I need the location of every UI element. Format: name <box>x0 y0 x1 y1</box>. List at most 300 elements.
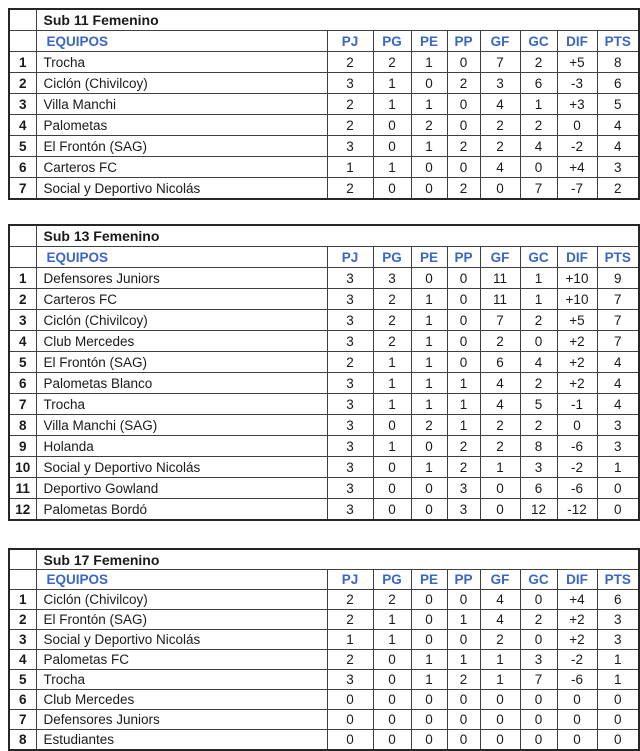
table-row <box>9 268 639 289</box>
stat-cell-gf: 4 <box>480 590 520 610</box>
stat-cell-dif: -2 <box>557 136 597 157</box>
stat-cell-pts: 7 <box>597 331 639 352</box>
rank-cell: 12 <box>9 499 36 521</box>
stat-cell-gf: 0 <box>480 710 520 730</box>
stat-cell-dif: -2 <box>557 650 597 670</box>
column-header-row <box>9 570 639 590</box>
table-title: Sub 17 Femenino <box>36 549 639 570</box>
stat-cell-pp: 0 <box>447 157 480 178</box>
stat-cell-pg: 2 <box>373 310 411 331</box>
table-row <box>9 436 639 457</box>
stat-cell-pj: 3 <box>327 670 373 690</box>
table-row <box>9 136 639 157</box>
stat-cell-pe: 1 <box>411 289 447 310</box>
stat-cell-pp: 2 <box>447 670 480 690</box>
stat-cell-dif: +4 <box>557 157 597 178</box>
stat-cell-pj: 3 <box>327 478 373 499</box>
column-header-pts: PTS <box>597 570 639 590</box>
stat-cell-gf: 1 <box>480 457 520 478</box>
rank-cell: 7 <box>9 394 36 415</box>
stat-cell-pe: 1 <box>411 352 447 373</box>
stat-cell-pe: 0 <box>411 630 447 650</box>
stat-cell-gf: 7 <box>480 52 520 73</box>
stat-cell-dif: +10 <box>557 289 597 310</box>
stat-cell-pp: 0 <box>447 289 480 310</box>
stat-cell-pts: 0 <box>597 730 639 751</box>
team-name-cell: Carteros FC <box>36 289 327 310</box>
table-row <box>9 710 639 730</box>
standings-table-sub-13-femenino <box>8 224 640 521</box>
team-name-cell: Club Mercedes <box>36 690 327 710</box>
stat-cell-gc: 3 <box>520 650 557 670</box>
stat-cell-pj: 2 <box>327 115 373 136</box>
team-name-cell: Palometas Blanco <box>36 373 327 394</box>
stat-cell-gc: 0 <box>520 710 557 730</box>
stat-cell-gc: 0 <box>520 690 557 710</box>
stat-cell-dif: +2 <box>557 610 597 630</box>
stat-cell-gf: 11 <box>480 289 520 310</box>
stat-cell-dif: +4 <box>557 590 597 610</box>
table-row <box>9 630 639 650</box>
table-title-row <box>9 225 639 247</box>
stat-cell-gc: 7 <box>520 670 557 690</box>
rank-cell: 2 <box>9 610 36 630</box>
column-header-row <box>9 31 639 52</box>
stat-cell-dif: 0 <box>557 115 597 136</box>
team-name-cell: Palometas Bordó <box>36 499 327 521</box>
stat-cell-pe: 0 <box>411 499 447 521</box>
stat-cell-gf: 4 <box>480 373 520 394</box>
stat-cell-pj: 3 <box>327 394 373 415</box>
table-row <box>9 690 639 710</box>
team-name-cell: Carteros FC <box>36 157 327 178</box>
rank-cell: 2 <box>9 73 36 94</box>
column-header-pp: PP <box>447 247 480 268</box>
stat-cell-pe: 0 <box>411 268 447 289</box>
stat-cell-pp: 0 <box>447 730 480 751</box>
stat-cell-pts: 1 <box>597 670 639 690</box>
stat-cell-dif: +10 <box>557 268 597 289</box>
stat-cell-gc: 0 <box>520 590 557 610</box>
stat-cell-pg: 1 <box>373 630 411 650</box>
stat-cell-pp: 2 <box>447 457 480 478</box>
team-name-cell: Palometas <box>36 115 327 136</box>
stat-cell-gf: 1 <box>480 650 520 670</box>
stat-cell-pp: 1 <box>447 394 480 415</box>
stat-cell-pj: 2 <box>327 178 373 200</box>
column-header-pj: PJ <box>327 570 373 590</box>
stat-cell-pg: 0 <box>373 650 411 670</box>
stat-cell-pe: 1 <box>411 394 447 415</box>
rank-cell: 10 <box>9 457 36 478</box>
stat-cell-pj: 0 <box>327 710 373 730</box>
stat-cell-gf: 0 <box>480 690 520 710</box>
stat-cell-pts: 4 <box>597 394 639 415</box>
stat-cell-pts: 3 <box>597 436 639 457</box>
stat-cell-dif: 0 <box>557 730 597 751</box>
team-name-cell: Social y Deportivo Nicolás <box>36 457 327 478</box>
stat-cell-pg: 2 <box>373 52 411 73</box>
stat-cell-pp: 0 <box>447 710 480 730</box>
stat-cell-pg: 1 <box>373 352 411 373</box>
column-header-equipos: EQUIPOS <box>36 247 327 268</box>
column-header-equipos: EQUIPOS <box>36 570 327 590</box>
stat-cell-gf: 2 <box>480 436 520 457</box>
table-row <box>9 73 639 94</box>
stat-cell-pts: 3 <box>597 415 639 436</box>
stat-cell-pj: 3 <box>327 373 373 394</box>
rank-header-blank <box>9 549 36 570</box>
stat-cell-pts: 4 <box>597 136 639 157</box>
stat-cell-pg: 0 <box>373 730 411 751</box>
table-row <box>9 415 639 436</box>
column-header-dif: DIF <box>557 570 597 590</box>
stat-cell-pe: 1 <box>411 310 447 331</box>
rank-cell: 6 <box>9 690 36 710</box>
team-name-cell: El Frontón (SAG) <box>36 610 327 630</box>
stat-cell-pe: 0 <box>411 436 447 457</box>
table-row <box>9 157 639 178</box>
stat-cell-pe: 0 <box>411 590 447 610</box>
team-name-cell: Ciclón (Chivilcoy) <box>36 310 327 331</box>
stat-cell-dif: +5 <box>557 52 597 73</box>
stat-cell-gc: 1 <box>520 268 557 289</box>
stat-cell-pj: 3 <box>327 415 373 436</box>
table-row <box>9 478 639 499</box>
stat-cell-pg: 1 <box>373 610 411 630</box>
column-header-gf: GF <box>480 247 520 268</box>
stat-cell-gc: 2 <box>520 310 557 331</box>
rank-cell: 5 <box>9 352 36 373</box>
table-title-row <box>9 549 639 570</box>
column-header-pg: PG <box>373 247 411 268</box>
stat-cell-pe: 0 <box>411 73 447 94</box>
table-row <box>9 331 639 352</box>
stat-cell-pg: 0 <box>373 178 411 200</box>
stat-cell-gf: 4 <box>480 610 520 630</box>
stat-cell-pg: 0 <box>373 457 411 478</box>
stat-cell-pj: 0 <box>327 730 373 751</box>
stat-cell-pj: 2 <box>327 590 373 610</box>
stat-cell-gc: 0 <box>520 630 557 650</box>
stat-cell-pts: 6 <box>597 590 639 610</box>
stat-cell-gc: 2 <box>520 415 557 436</box>
rank-header-blank <box>9 31 36 52</box>
team-name-cell: Ciclón (Chivilcoy) <box>36 590 327 610</box>
stat-cell-pp: 2 <box>447 436 480 457</box>
stat-cell-pp: 0 <box>447 690 480 710</box>
team-name-cell: Trocha <box>36 670 327 690</box>
stat-cell-pg: 0 <box>373 710 411 730</box>
stat-cell-pj: 3 <box>327 499 373 521</box>
stat-cell-pg: 0 <box>373 670 411 690</box>
stat-cell-gf: 2 <box>480 630 520 650</box>
stat-cell-dif: +2 <box>557 352 597 373</box>
stat-cell-gc: 6 <box>520 73 557 94</box>
stat-cell-gf: 1 <box>480 670 520 690</box>
stat-cell-gf: 2 <box>480 331 520 352</box>
stat-cell-pts: 9 <box>597 268 639 289</box>
stat-cell-pts: 7 <box>597 310 639 331</box>
stat-cell-pe: 0 <box>411 710 447 730</box>
table-row <box>9 590 639 610</box>
stat-cell-dif: -1 <box>557 394 597 415</box>
rank-cell: 4 <box>9 331 36 352</box>
stat-cell-pj: 0 <box>327 690 373 710</box>
stat-cell-pe: 1 <box>411 331 447 352</box>
stat-cell-pts: 1 <box>597 457 639 478</box>
rank-header-blank <box>9 9 36 31</box>
stat-cell-pj: 3 <box>327 73 373 94</box>
table-row <box>9 94 639 115</box>
stat-cell-pe: 0 <box>411 157 447 178</box>
rank-cell: 4 <box>9 650 36 670</box>
stat-cell-pts: 0 <box>597 478 639 499</box>
column-header-dif: DIF <box>557 247 597 268</box>
stat-cell-pe: 1 <box>411 457 447 478</box>
stat-cell-gc: 6 <box>520 478 557 499</box>
stat-cell-pj: 3 <box>327 436 373 457</box>
stat-cell-dif: 0 <box>557 710 597 730</box>
stat-cell-pts: 0 <box>597 499 639 521</box>
stat-cell-pe: 1 <box>411 52 447 73</box>
rank-cell: 8 <box>9 415 36 436</box>
stat-cell-pe: 2 <box>411 415 447 436</box>
stat-cell-pe: 0 <box>411 610 447 630</box>
stat-cell-gc: 2 <box>520 373 557 394</box>
stat-cell-pp: 1 <box>447 373 480 394</box>
column-header-pe: PE <box>411 570 447 590</box>
stat-cell-pts: 2 <box>597 178 639 200</box>
table-row <box>9 178 639 200</box>
stat-cell-pg: 1 <box>373 436 411 457</box>
column-header-pts: PTS <box>597 31 639 52</box>
stat-cell-pe: 1 <box>411 373 447 394</box>
stat-cell-pts: 3 <box>597 157 639 178</box>
stat-cell-gf: 4 <box>480 94 520 115</box>
stat-cell-pp: 0 <box>447 352 480 373</box>
stat-cell-pp: 2 <box>447 178 480 200</box>
stat-cell-pts: 1 <box>597 650 639 670</box>
stat-cell-pts: 5 <box>597 94 639 115</box>
stat-cell-gc: 7 <box>520 178 557 200</box>
stat-cell-pp: 0 <box>447 590 480 610</box>
stat-cell-dif: -6 <box>557 670 597 690</box>
stat-cell-dif: -6 <box>557 436 597 457</box>
rank-cell: 5 <box>9 670 36 690</box>
stat-cell-pe: 0 <box>411 178 447 200</box>
stat-cell-gc: 0 <box>520 331 557 352</box>
stat-cell-pg: 1 <box>373 157 411 178</box>
column-header-pj: PJ <box>327 31 373 52</box>
stat-cell-pj: 3 <box>327 268 373 289</box>
stat-cell-gc: 2 <box>520 52 557 73</box>
stat-cell-dif: +2 <box>557 331 597 352</box>
column-header-pts: PTS <box>597 247 639 268</box>
team-name-cell: Trocha <box>36 394 327 415</box>
rank-cell: 7 <box>9 710 36 730</box>
stat-cell-dif: -2 <box>557 457 597 478</box>
stat-cell-gf: 6 <box>480 352 520 373</box>
stat-cell-dif: -3 <box>557 73 597 94</box>
stat-cell-dif: -7 <box>557 178 597 200</box>
table-row <box>9 670 639 690</box>
column-header-gf: GF <box>480 31 520 52</box>
team-name-cell: Palometas FC <box>36 650 327 670</box>
stat-cell-pe: 1 <box>411 94 447 115</box>
stat-cell-pp: 2 <box>447 73 480 94</box>
rank-cell: 3 <box>9 310 36 331</box>
table-row <box>9 610 639 630</box>
column-header-equipos: EQUIPOS <box>36 31 327 52</box>
stat-cell-pg: 3 <box>373 268 411 289</box>
stat-cell-pe: 0 <box>411 690 447 710</box>
stat-cell-gc: 4 <box>520 136 557 157</box>
rank-cell: 6 <box>9 157 36 178</box>
team-name-cell: Villa Manchi (SAG) <box>36 415 327 436</box>
stat-cell-pj: 3 <box>327 136 373 157</box>
stat-cell-pp: 0 <box>447 94 480 115</box>
table-row <box>9 499 639 521</box>
stat-cell-gf: 4 <box>480 157 520 178</box>
column-header-gc: GC <box>520 570 557 590</box>
stat-cell-dif: -12 <box>557 499 597 521</box>
rank-cell: 5 <box>9 136 36 157</box>
team-name-cell: El Frontón (SAG) <box>36 136 327 157</box>
stat-cell-dif: +5 <box>557 310 597 331</box>
stat-cell-gc: 8 <box>520 436 557 457</box>
rank-cell: 7 <box>9 178 36 200</box>
stat-cell-pts: 4 <box>597 115 639 136</box>
stat-cell-pp: 0 <box>447 268 480 289</box>
stat-cell-pp: 2 <box>447 136 480 157</box>
team-name-cell: Social y Deportivo Nicolás <box>36 630 327 650</box>
stat-cell-pj: 3 <box>327 457 373 478</box>
stat-cell-gf: 0 <box>480 478 520 499</box>
rank-cell: 3 <box>9 94 36 115</box>
stat-cell-pg: 0 <box>373 690 411 710</box>
column-header-pp: PP <box>447 570 480 590</box>
stat-cell-pg: 1 <box>373 373 411 394</box>
stat-cell-gc: 4 <box>520 352 557 373</box>
stat-cell-gf: 3 <box>480 73 520 94</box>
column-header-row <box>9 247 639 268</box>
table-row <box>9 289 639 310</box>
stat-cell-pp: 3 <box>447 499 480 521</box>
team-name-cell: Ciclón (Chivilcoy) <box>36 73 327 94</box>
table-row <box>9 730 639 751</box>
rank-cell: 1 <box>9 590 36 610</box>
table-row <box>9 352 639 373</box>
stat-cell-pg: 0 <box>373 115 411 136</box>
stat-cell-pj: 2 <box>327 94 373 115</box>
stat-cell-gf: 0 <box>480 499 520 521</box>
stat-cell-pe: 1 <box>411 670 447 690</box>
table-row <box>9 115 639 136</box>
stat-cell-pj: 1 <box>327 630 373 650</box>
stat-cell-pg: 2 <box>373 331 411 352</box>
table-title-row <box>9 9 639 31</box>
stat-cell-dif: 0 <box>557 690 597 710</box>
rank-cell: 2 <box>9 289 36 310</box>
stat-cell-pg: 1 <box>373 94 411 115</box>
stat-cell-pe: 2 <box>411 115 447 136</box>
column-header-gf: GF <box>480 570 520 590</box>
stat-cell-pg: 0 <box>373 136 411 157</box>
rank-header-blank <box>9 247 36 268</box>
stat-cell-pe: 1 <box>411 650 447 670</box>
stat-cell-gc: 12 <box>520 499 557 521</box>
stat-cell-pp: 0 <box>447 310 480 331</box>
rank-cell: 1 <box>9 268 36 289</box>
stat-cell-pts: 3 <box>597 610 639 630</box>
stat-cell-gf: 7 <box>480 310 520 331</box>
table-title: Sub 11 Femenino <box>36 9 639 31</box>
stat-cell-pp: 0 <box>447 52 480 73</box>
stat-cell-gc: 0 <box>520 730 557 751</box>
column-header-gc: GC <box>520 247 557 268</box>
stat-cell-pj: 2 <box>327 610 373 630</box>
stat-cell-gf: 4 <box>480 394 520 415</box>
team-name-cell: Villa Manchi <box>36 94 327 115</box>
stat-cell-pp: 1 <box>447 415 480 436</box>
stat-cell-gf: 0 <box>480 730 520 751</box>
column-header-pe: PE <box>411 31 447 52</box>
stat-cell-pts: 6 <box>597 73 639 94</box>
column-header-pg: PG <box>373 31 411 52</box>
stat-cell-pj: 3 <box>327 289 373 310</box>
stat-cell-pj: 2 <box>327 52 373 73</box>
team-name-cell: Club Mercedes <box>36 331 327 352</box>
rank-cell: 11 <box>9 478 36 499</box>
rank-cell: 3 <box>9 630 36 650</box>
stat-cell-pp: 0 <box>447 115 480 136</box>
stat-cell-pts: 4 <box>597 373 639 394</box>
table-row <box>9 650 639 670</box>
standings-table-sub-17-femenino <box>8 548 640 751</box>
stat-cell-gc: 2 <box>520 115 557 136</box>
stat-cell-gc: 1 <box>520 289 557 310</box>
team-name-cell: Defensores Juniors <box>36 268 327 289</box>
stat-cell-pg: 2 <box>373 289 411 310</box>
table-row <box>9 394 639 415</box>
stat-cell-dif: +2 <box>557 630 597 650</box>
stat-cell-pj: 3 <box>327 331 373 352</box>
stat-cell-pj: 2 <box>327 352 373 373</box>
table-row <box>9 310 639 331</box>
stat-cell-gf: 2 <box>480 415 520 436</box>
stat-cell-gc: 3 <box>520 457 557 478</box>
column-header-pj: PJ <box>327 247 373 268</box>
team-name-cell: Social y Deportivo Nicolás <box>36 178 327 200</box>
column-header-dif: DIF <box>557 31 597 52</box>
stat-cell-pts: 0 <box>597 690 639 710</box>
stat-cell-gf: 2 <box>480 115 520 136</box>
stat-cell-pe: 0 <box>411 478 447 499</box>
column-header-pg: PG <box>373 570 411 590</box>
stat-cell-dif: +3 <box>557 94 597 115</box>
stat-cell-pg: 0 <box>373 499 411 521</box>
stat-cell-pts: 7 <box>597 289 639 310</box>
stat-cell-pp: 3 <box>447 478 480 499</box>
team-name-cell: El Frontón (SAG) <box>36 352 327 373</box>
stat-cell-gf: 11 <box>480 268 520 289</box>
column-header-pe: PE <box>411 247 447 268</box>
stat-cell-dif: 0 <box>557 415 597 436</box>
stat-cell-pj: 3 <box>327 310 373 331</box>
stat-cell-pj: 2 <box>327 650 373 670</box>
stat-cell-pe: 1 <box>411 136 447 157</box>
